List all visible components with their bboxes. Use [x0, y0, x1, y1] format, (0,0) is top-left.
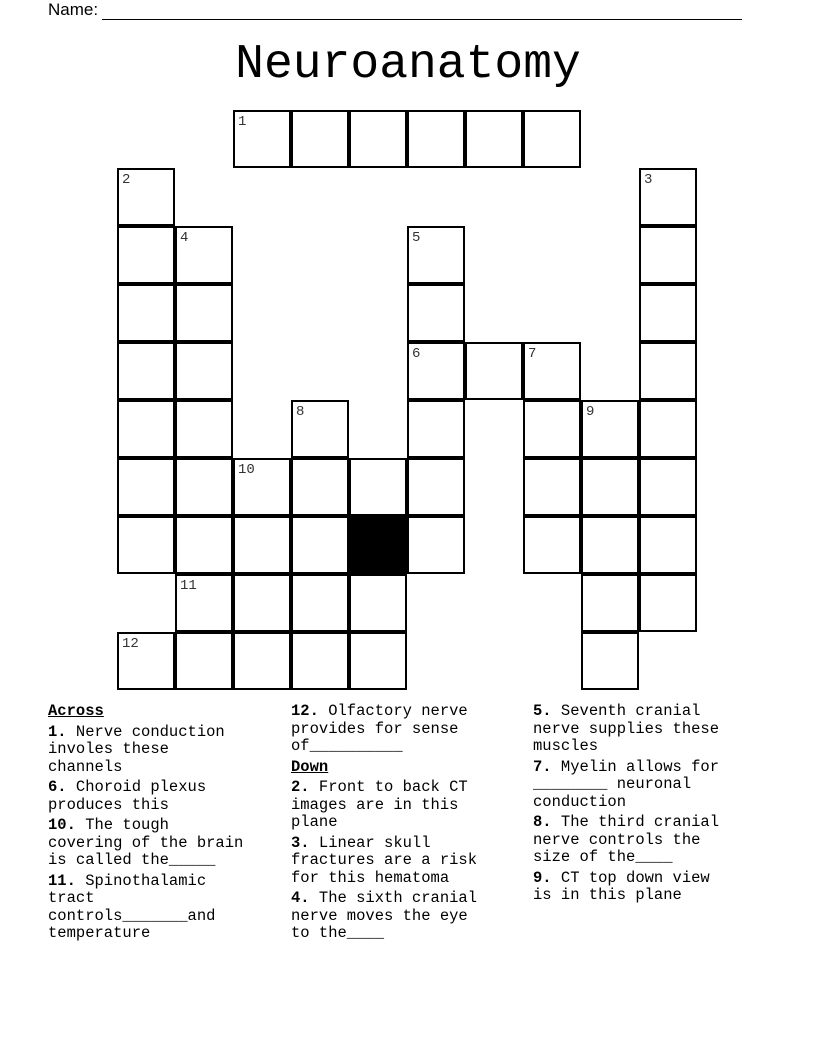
clue-down-3: 3. Linear skull fractures are a risk for this hematoma — [291, 833, 478, 887]
crossword-cell[interactable] — [117, 168, 175, 226]
crossword-cell[interactable] — [233, 632, 291, 690]
crossword-cell[interactable] — [291, 574, 349, 632]
crossword-cell[interactable] — [407, 516, 465, 574]
crossword-cell[interactable] — [175, 516, 233, 574]
clue-column-1 — [48, 703, 288, 946]
crossword-cell[interactable] — [465, 342, 523, 400]
crossword-cell[interactable] — [117, 284, 175, 342]
clue-number: 7 — [528, 346, 537, 362]
crossword-cell[interactable] — [175, 400, 233, 458]
page-title: Neuroanatomy — [235, 38, 581, 92]
crossword-cell[interactable] — [233, 516, 291, 574]
clue-number: 8 — [296, 404, 305, 420]
crossword-cell[interactable] — [639, 516, 697, 574]
crossword-cell[interactable] — [233, 458, 291, 516]
crossword-cell[interactable] — [117, 226, 175, 284]
crossword-cell[interactable] — [523, 342, 581, 400]
clue-number: 9 — [586, 404, 595, 420]
crossword-cell[interactable] — [349, 110, 407, 168]
clue-across-6: 6. Choroid plexus produces this — [48, 778, 207, 814]
clue-column-2 — [291, 703, 531, 946]
crossword-cell[interactable] — [291, 632, 349, 690]
crossword-cell[interactable] — [291, 516, 349, 574]
crossword-cell[interactable] — [291, 110, 349, 168]
crossword-cell[interactable] — [175, 458, 233, 516]
crossword-cell[interactable] — [117, 632, 175, 690]
crossword-block — [349, 516, 407, 574]
crossword-cell[interactable] — [407, 284, 465, 342]
crossword-cell[interactable] — [581, 400, 639, 458]
clue-down-5: 5. Seventh cranial nerve supplies these muscles — [533, 702, 720, 755]
crossword-cell[interactable] — [639, 574, 697, 632]
crossword-cell[interactable] — [523, 516, 581, 574]
clue-number: 4 — [180, 230, 189, 246]
clue-across-11: 11. Spinothalamic tract controls_______and temperature — [48, 871, 216, 942]
crossword-cell[interactable] — [407, 400, 465, 458]
clue-across-10: 10. The tough covering of the brain is called the_____ — [48, 816, 244, 869]
clue-number: 5 — [412, 230, 421, 246]
crossword-cell[interactable] — [581, 458, 639, 516]
crossword-cell[interactable] — [175, 226, 233, 284]
crossword-cell[interactable] — [175, 342, 233, 400]
clue-number: 10 — [238, 462, 255, 478]
crossword-cell[interactable] — [639, 168, 697, 226]
crossword-cell[interactable] — [349, 632, 407, 690]
crossword-cell[interactable] — [581, 574, 639, 632]
crossword-cell[interactable] — [523, 110, 581, 168]
clue-down-8: 8. The third cranial nerve controls the size of the____ — [533, 813, 720, 866]
clue-number: 1 — [238, 114, 247, 130]
crossword-cell[interactable] — [639, 400, 697, 458]
crossword-cell[interactable] — [291, 400, 349, 458]
clue-number: 2 — [122, 172, 131, 188]
crossword-cell[interactable] — [407, 226, 465, 284]
crossword-cell[interactable] — [639, 284, 697, 342]
clue-across-12: 12. Olfactory nerve provides for sense of__________ — [291, 702, 468, 755]
crossword-cell[interactable] — [581, 516, 639, 574]
crossword-cell[interactable] — [639, 226, 697, 284]
down-heading: Down — [291, 757, 329, 776]
crossword-cell[interactable] — [117, 342, 175, 400]
crossword-cell[interactable] — [523, 458, 581, 516]
clue-down-9: 9. CT top down view is in this plane — [533, 868, 710, 904]
across-heading: Across — [48, 702, 104, 720]
crossword-cell[interactable] — [117, 400, 175, 458]
crossword-cell[interactable] — [117, 458, 175, 516]
crossword-cell[interactable] — [349, 458, 407, 516]
crossword-cell[interactable] — [175, 632, 233, 690]
clue-number: 3 — [644, 172, 653, 188]
crossword-cell[interactable] — [349, 574, 407, 632]
crossword-cell[interactable] — [407, 458, 465, 516]
clue-down-7: 7. Myelin allows for ________ neuronal conduction — [533, 757, 720, 811]
crossword-cell[interactable] — [523, 400, 581, 458]
crossword-cell[interactable] — [117, 516, 175, 574]
name-label: Name: — [48, 0, 99, 19]
crossword-cell[interactable] — [639, 342, 697, 400]
crossword-cell[interactable] — [175, 574, 233, 632]
crossword-cell[interactable] — [291, 458, 349, 516]
clue-number: 11 — [180, 578, 197, 594]
crossword-cell[interactable] — [465, 110, 523, 168]
crossword-cell[interactable] — [581, 632, 639, 690]
crossword-cell[interactable] — [639, 458, 697, 516]
clue-number: 6 — [412, 346, 421, 362]
crossword-cell[interactable] — [233, 110, 291, 168]
crossword-cell[interactable] — [407, 342, 465, 400]
clue-across-1: 1. Nerve conduction involes these channels — [48, 722, 225, 776]
clue-down-4: 4. The sixth cranial nerve moves the eye to the____ — [291, 889, 478, 942]
crossword-cell[interactable] — [407, 110, 465, 168]
crossword-cell[interactable] — [175, 284, 233, 342]
clue-down-2: 2. Front to back CT images are in this plane — [291, 778, 468, 831]
crossword-cell[interactable] — [233, 574, 291, 632]
clue-column-3 — [533, 703, 773, 908]
clue-number: 12 — [122, 636, 139, 652]
